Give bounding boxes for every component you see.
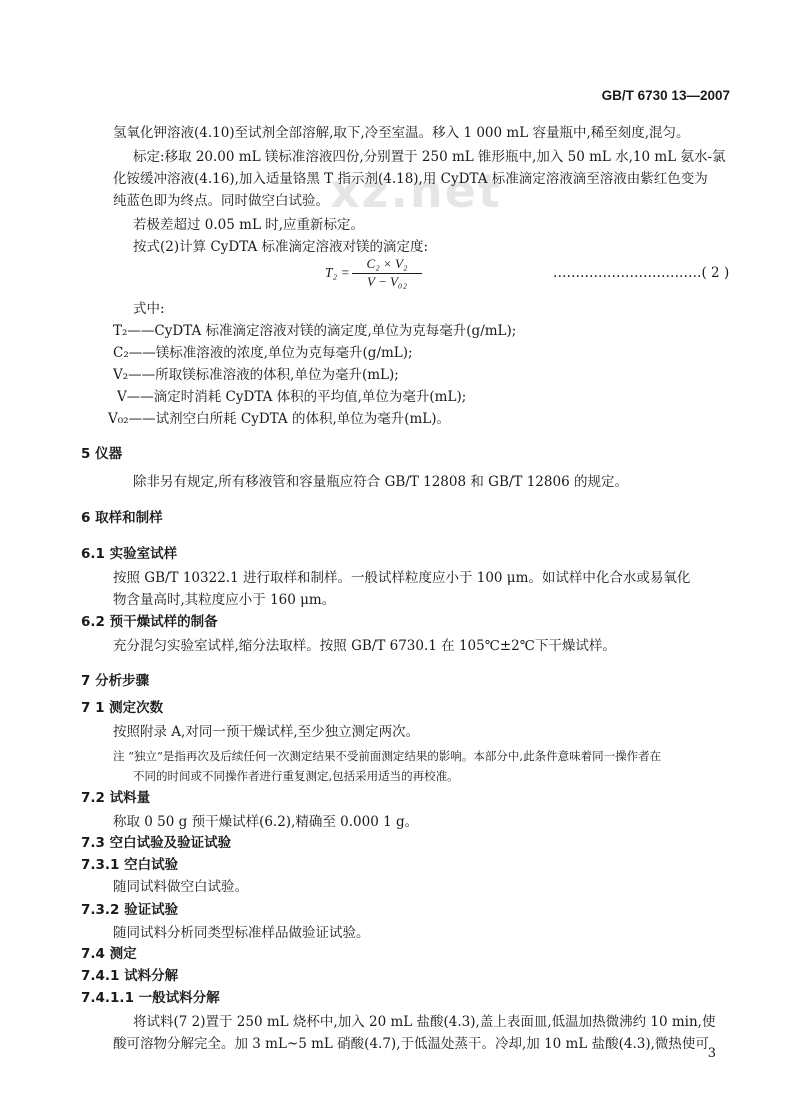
text-line: 化铵缓冲溶液(4.16),加入适量铬黑 T 指示剂(4.18),用 CyDTA 标准滴定溶液滴至溶液由紫红色变为 [113,171,708,187]
text-line: 式中: [133,301,165,317]
page-number: 3 [707,1046,716,1061]
section-heading: 5 仪器 [81,446,123,462]
text-line: 标定:移取 20.00 mL 镁标准溶液四份,分别置于 250 mL 锥形瓶中,加入 50 mL 水,10 mL 氨水-氯 [133,149,726,165]
text-line: 随同试料做空白试验。 [113,879,248,895]
formula-number: ……………………………( 2 ) [553,265,730,281]
text-line: 随同试料分析同类型标准样品做验证试验。 [113,925,370,941]
text-line: 按式(2)计算 CyDTA 标准滴定溶液对镁的滴定度: [133,239,429,255]
section-heading: 7 1 测定次数 [81,700,164,716]
text-line: V₂——所取镁标准溶液的体积,单位为毫升(mL); [113,367,399,383]
section-heading: 7.2 试料量 [81,790,151,806]
text-line: 氢氧化钾溶液(4.10)至试剂全部溶解,取下,冷至室温。移入 1 000 mL 容量瓶中,稀至刻度,混匀。 [113,125,690,141]
text-line: 酸可溶物分解完全。加 3 mL~5 mL 硝酸(4.7),于低温处蒸干。冷却,加 10 mL 盐酸(4.3),微热使可 [113,1036,709,1052]
text-line: 除非另有规定,所有移液管和容量瓶应符合 GB/T 12808 和 GB/T 12806 的规定。 [133,474,628,490]
text-line: 充分混匀实验室试样,缩分法取样。按照 GB/T 6730.1 在 105℃±2℃下干燥试样。 [113,638,616,654]
section-heading: 7.3.2 验证试验 [81,902,179,918]
section-heading: 6.2 预干燥试样的制备 [81,614,218,630]
section-heading: 7.3.1 空白试验 [81,857,179,873]
formula-lhs: T₂ = [325,265,350,280]
section-heading: 6.1 实验室试样 [81,546,178,562]
text-line: V₀₂——试剂空白所耗 CyDTA 的体积,单位为毫升(mL)。 [108,411,451,427]
text-line: 若极差超过 0.05 mL 时,应重新标定。 [133,217,364,233]
formula-fraction [352,256,422,290]
section-heading: 7.3 空白试验及验证试验 [81,835,232,851]
watermark: xz.net [330,164,502,218]
formula-denominator: V − V₀₂ [367,274,407,289]
section-heading: 7 分析步骤 [81,673,150,689]
standard-code: GB/T 6730 13—2007 [601,88,730,103]
text-line: C₂——镁标准溶液的浓度,单位为克每毫升(g/mL); [113,345,413,361]
section-heading: 7.4.1.1 一般试料分解 [81,990,220,1006]
text-line: 物含量高时,其粒度应小于 160 μm。 [113,592,336,608]
section-heading: 7.4 测定 [81,946,137,962]
note-line: 不同的时间或不同操作者进行重复测定,包括采用适当的再校准。 [133,769,459,783]
note-line: 注 “独立”是指再次及后续任何一次测定结果不受前面测定结果的影响。本部分中,此条件意味着同一操作者在 [113,749,662,763]
formula-numerator: C₂ × V₂ [352,256,422,274]
text-line: T₂——CyDTA 标准滴定溶液对镁的滴定度,单位为克每毫升(g/mL); [113,323,517,339]
text-line: 按照 GB/T 10322.1 进行取样和制样。一般试样粒度应小于 100 μm。如试样中化合水或易氧化 [113,570,691,586]
section-heading: 7.4.1 试料分解 [81,968,179,984]
text-line: 纯蓝色即为终点。同时做空白试验。 [113,193,329,209]
text-line: V——滴定时消耗 CyDTA 体积的平均值,单位为毫升(mL); [117,389,467,405]
text-line: 将试料(7 2)置于 250 mL 烧杯中,加入 20 mL 盐酸(4.3),盖上表面皿,低温加热微沸约 10 min,使 [133,1014,716,1030]
text-line: 称取 0 50 g 预干燥试样(6.2),精确至 0.000 1 g。 [113,814,419,830]
section-heading: 6 取样和制样 [81,510,163,526]
text-line: 按照附录 A,对同一预干燥试样,至少独立测定两次。 [113,724,420,740]
